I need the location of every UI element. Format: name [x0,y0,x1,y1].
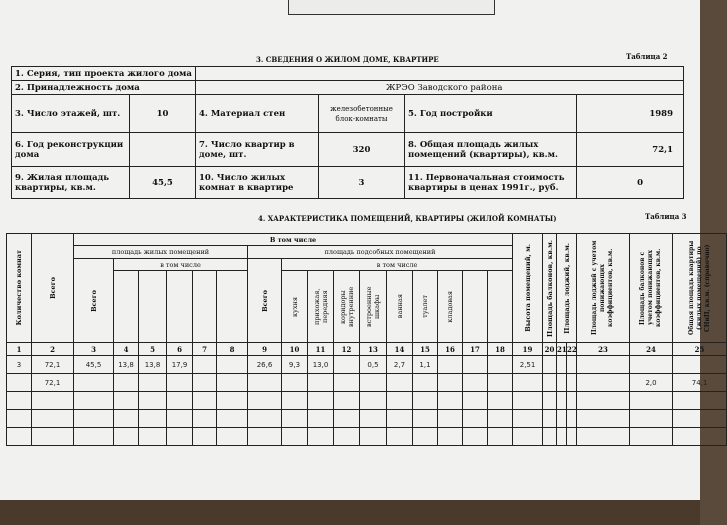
table-cell [463,356,488,374]
header-toilet: туалет [413,271,438,343]
table-cell [463,392,488,410]
header-room-5 [217,271,248,343]
year-label: 5. Год постройки [405,95,577,133]
table-cell [387,428,413,446]
table-row [7,428,727,446]
header-room-2 [139,271,167,343]
table-cell [577,410,630,428]
table-cell [630,428,673,446]
column-number: 19 [513,343,543,356]
column-number: 13 [360,343,387,356]
table-cell: 2,7 [387,356,413,374]
table-cell [673,410,727,428]
total-area-label: 8. Общая площадь жилых помещений (квартиры), кв.м. [405,133,577,167]
table-cell [438,392,463,410]
column-number: 24 [630,343,673,356]
table-cell [673,356,727,374]
table-cell [557,356,567,374]
header-balcony: Площадь балконов, кв.м. [543,234,557,343]
table-cell [567,392,577,410]
table-cell [557,374,567,392]
table-cell [488,374,513,392]
table-cell [334,374,360,392]
table-cell [248,392,282,410]
table-cell: 72,1 [32,374,74,392]
table-cell [488,392,513,410]
living-area-value: 45,5 [130,167,196,199]
table-cell [308,410,334,428]
table-cell [282,428,308,446]
table-cell [438,410,463,428]
table-row [7,392,727,410]
table-cell [193,392,217,410]
apartments-label: 7. Число квартир в доме, шт. [196,133,319,167]
column-number: 9 [248,343,282,356]
table-cell [139,428,167,446]
table-cell [488,356,513,374]
table-cell [7,374,32,392]
table-cell [413,374,438,392]
header-rooms: Количество комнат [7,234,32,343]
table-row [12,95,684,133]
table-cell: 13,0 [308,356,334,374]
table-cell [139,374,167,392]
column-number: 8 [217,343,248,356]
column-number: 20 [543,343,557,356]
series-label: 1. Серия, тип проекта жилого дома [12,67,196,81]
header-bath: ванная [387,271,413,343]
header-aux-incl: в том числе [282,259,513,271]
top-tab-outline [288,0,495,15]
column-number: 1 [7,343,32,356]
total-area-value: 72,1 [577,133,684,167]
reconstruction-label: 6. Год реконструкции дома [12,133,130,167]
desk-surface [0,500,700,525]
table-row [7,374,727,392]
table-cell [543,392,557,410]
table-cell: 1,1 [413,356,438,374]
column-number: 16 [438,343,463,356]
table-cell: 2,0 [630,374,673,392]
series-value [196,67,684,81]
header-row [7,234,727,246]
table-cell [630,392,673,410]
table-cell [577,374,630,392]
reconstruction-value [130,133,196,167]
table-cell [114,428,139,446]
table-cell [630,356,673,374]
table-cell [360,410,387,428]
table-cell [114,374,139,392]
table-cell [7,428,32,446]
table-cell [413,428,438,446]
table-cell [557,410,567,428]
table-cell [217,410,248,428]
table-cell [513,392,543,410]
table-cell: 3 [7,356,32,374]
column-number: 3 [74,343,114,356]
table-cell [282,374,308,392]
table-cell [193,410,217,428]
table-cell [334,392,360,410]
table-cell: 9,3 [282,356,308,374]
table-cell [438,356,463,374]
header-extra-2 [488,271,513,343]
table-cell [248,374,282,392]
column-number: 25 [673,343,727,356]
table-cell [567,410,577,428]
table-cell [413,410,438,428]
column-number: 22 [567,344,577,354]
header-height: Высота помещений, м. [513,234,543,343]
table-cell [543,356,557,374]
table-cell [217,356,248,374]
table-cell: 0,5 [360,356,387,374]
table-cell [32,392,74,410]
table-row [7,356,727,374]
table-2 [11,66,684,199]
header-living-all: Всего [74,259,114,343]
table-cell [7,410,32,428]
header-kitchen: кухня [282,271,308,343]
table-cell [360,374,387,392]
table-cell [673,392,727,410]
table-cell [413,392,438,410]
table-cell [282,392,308,410]
table-cell [463,428,488,446]
table-cell [32,410,74,428]
table-cell [567,356,577,374]
table-cell [248,428,282,446]
table-cell [217,392,248,410]
table-cell [32,428,74,446]
header-total: Всего [32,234,74,343]
table-cell [114,392,139,410]
table-cell [630,410,673,428]
header-balcony-coef: Площадь балконов с учетом понижающих коэффициентов, кв.м. [630,234,673,343]
table-cell: 13,8 [114,356,139,374]
column-number: 4 [114,343,139,356]
table-cell [167,374,193,392]
column-number-row [7,343,727,356]
table-cell [74,392,114,410]
table-cell [387,392,413,410]
column-number: 6 [167,343,193,356]
table-cell [463,374,488,392]
table-cell [217,374,248,392]
header-snip: Общая площадь квартиры (жилых помещений) по СНиП, кв.м. (справочно) [673,234,727,343]
table-cell [488,428,513,446]
column-number: 14 [387,343,413,356]
table-row [12,67,684,81]
header-living-incl: в том числе [114,259,248,271]
table-cell: 72,1 [32,356,74,374]
header-room-1 [114,271,139,343]
header-extra-1 [463,271,488,343]
table-cell: 74,1 [673,374,727,392]
table-cell [513,428,543,446]
table-row [12,167,684,199]
column-number: 7 [193,343,217,356]
owner-value: ЖРЭО Заводского района [196,81,684,95]
table-cell [308,374,334,392]
column-number: 18 [488,343,513,356]
table-cell [167,428,193,446]
header-corridor: коридоры внутренние [334,271,360,343]
column-number: 12 [334,343,360,356]
table-cell [577,356,630,374]
header-incl: В том числе [74,234,513,246]
table-cell [513,374,543,392]
table-cell [334,428,360,446]
column-number: 2 [32,343,74,356]
table-cell [167,410,193,428]
apartments-value: 320 [319,133,405,167]
table-row [12,133,684,167]
table-cell [438,374,463,392]
table-cell [543,428,557,446]
table-cell [193,428,217,446]
table-cell: 26,6 [248,356,282,374]
table-cell [334,410,360,428]
table-cell [577,428,630,446]
rooms-count-value: 3 [319,167,405,199]
header-loggia-coef: Площадь лоджий с учетом понижающих коэффициентов, кв.м. [577,234,630,343]
section3-table-number: Таблица 2 [626,52,668,61]
rooms-count-label: 10. Число жилых комнат в квартире [196,167,319,199]
table-cell [567,428,577,446]
table-cell [74,374,114,392]
table-cell [7,392,32,410]
table-cell [334,356,360,374]
table-cell [463,410,488,428]
table-cell [248,410,282,428]
year-value: 1989 [577,95,684,133]
table-row [7,410,727,428]
table-cell [308,428,334,446]
table-cell [74,428,114,446]
table-cell [543,410,557,428]
header-hall: прихожая, передняя [308,271,334,343]
table-cell: 2,51 [513,356,543,374]
header-room-4 [193,271,217,343]
material-label: 4. Материал стен [196,95,319,133]
table-cell [167,392,193,410]
initial-cost-value: 0 [577,167,684,199]
table-cell [360,392,387,410]
column-number: 17 [463,343,488,356]
floors-value: 10 [130,95,196,133]
table-cell [139,392,167,410]
column-number: 5 [139,343,167,356]
column-number: 10 [282,343,308,356]
header-aux-all: Всего [248,259,282,343]
table-cell [114,410,139,428]
table-3 [6,233,727,446]
table-cell [577,392,630,410]
material-value: железобетонные блок-комнаты [319,95,405,133]
owner-label: 2. Принадлежность дома [12,81,196,95]
header-living: площадь жилых помещений [74,246,248,259]
column-number: 15 [413,343,438,356]
header-loggia: Площадь лоджий, кв.м. [557,234,577,343]
column-number: 21 [557,344,567,354]
table-cell [193,356,217,374]
table-cell [282,410,308,428]
table-cell [438,428,463,446]
floors-label: 3. Число этажей, шт. [12,95,130,133]
table-cell [193,374,217,392]
table-cell: 17,9 [167,356,193,374]
table-row [12,81,684,95]
table-cell [557,392,567,410]
table-cell [74,410,114,428]
header-aux: площадь подсобных помещений [248,246,513,259]
table-cell [567,374,577,392]
column-number: 11 [308,343,334,356]
section4-table-number: Таблица 3 [645,212,687,221]
table-cell [543,374,557,392]
table-cell [387,374,413,392]
section3-title: 3. СВЕДЕНИЯ О ЖИЛОМ ДОМЕ, КВАРТИРЕ [256,55,439,64]
table-cell [139,410,167,428]
header-builtin: встроенные шкафы [360,271,387,343]
table-cell [387,410,413,428]
column-number: 23 [577,343,630,356]
initial-cost-label: 11. Первоначальная стоимость квартиры в ценах 1991г., руб. [405,167,577,199]
living-area-label: 9. Жилая площадь квартиры, кв.м. [12,167,130,199]
table-cell [557,428,567,446]
table-cell [217,428,248,446]
table-cell [513,410,543,428]
table-cell [488,410,513,428]
table-cell: 13,8 [139,356,167,374]
section4-title: 4. ХАРАКТЕРИСТИКА ПОМЕЩЕНИЙ, КВАРТИРЫ (ЖИЛОЙ КОМНАТЫ) [258,214,557,223]
table-cell [673,428,727,446]
table-cell [308,392,334,410]
table-cell: 45,5 [74,356,114,374]
table-cell [360,428,387,446]
header-pantry: кладовая [438,271,463,343]
header-room-3 [167,271,193,343]
